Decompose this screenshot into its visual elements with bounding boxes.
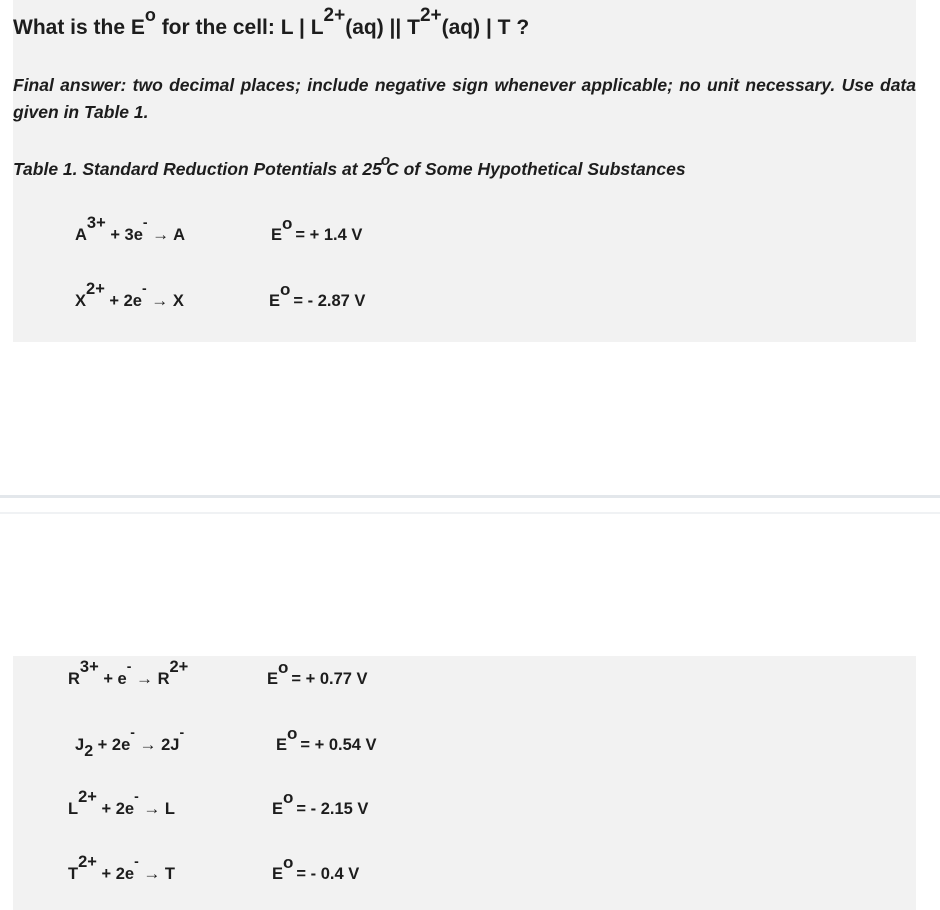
half-reaction-r: R3+ + e- → R2+ xyxy=(68,658,189,688)
half-reaction-l: L2+ + 2e- → L xyxy=(68,788,176,818)
potential-l: Eo= - 2.15 V xyxy=(272,788,369,818)
potential-x: Eo= - 2.87 V xyxy=(269,280,366,310)
potential-j: Eo= + 0.54 V xyxy=(276,724,377,754)
half-reaction-t: T2+ + 2e- → T xyxy=(68,853,176,883)
potential-t: Eo= - 0.4 V xyxy=(272,853,360,883)
potential-a: Eo= + 1.4 V xyxy=(271,214,363,244)
potential-r: Eo= + 0.77 V xyxy=(267,658,368,688)
page-divider xyxy=(0,495,940,514)
half-reaction-a: A3+ + 3e- → A xyxy=(75,214,186,244)
question-text: What is the $E^o$ for the cell: L | $L^{2+}(aq)$ || $T^{2+}(aq)$ | T ? xyxy=(13,5,530,39)
table-title: Table 1. Standard Reduction Potentials at 25oC of Some Hypothetical Substances xyxy=(13,152,686,179)
half-reaction-j: J2 + 2e- → 2J- xyxy=(75,724,185,760)
half-reaction-x: X2+ + 2e- → X xyxy=(75,280,184,310)
answer-instructions: Final answer: two decimal places; include negative sign whenever applicable; no unit necessary. Use data given in Table 1. xyxy=(13,75,916,122)
